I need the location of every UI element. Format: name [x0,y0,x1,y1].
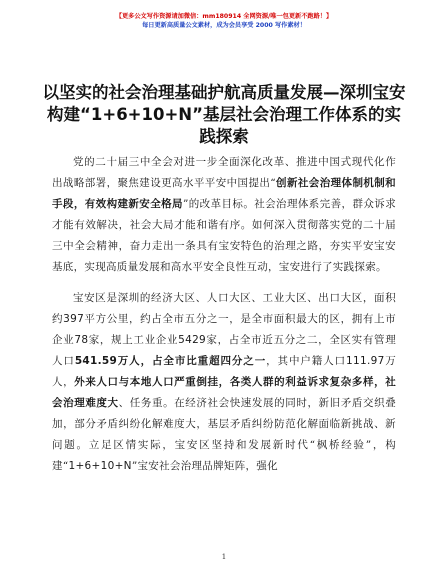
emphasis-text: 占全市比重超四分之一 [152,355,267,367]
industrial-enterprises-value: 5429 [178,334,207,346]
listed-companies-value: 78 [74,334,89,346]
area-value: 397 [63,313,85,325]
document-body [52,152,396,477]
managed-population-value: 541.59 [74,355,118,367]
document-title: 以坚实的社会治理基础护航高质量发展—深圳宝安构建“1+6+10+N”基层社会治理工作体系的实践探索 [42,83,406,146]
emphasis-text: 创新社会治理体制机制和手段，有效构建新安全格局 [52,177,396,210]
promo-line-2: 每日更新高质量公文素材，成为会员享受 2000 写作素材！ [142,22,306,29]
page-number: 1 [221,553,227,561]
paragraph-2: 宝安区是深圳的经济大区、人口大区、工业大区、出口大区，面积约397平方公里，约占全市五分之一，是全市面积最大的区，拥有上市企业78家，规上工业企业5429家，占全市近五分之二，全区实有管理人口541.59万人，占全市比重超四分之一，其中户籍人口111.97万人，外来人口与本地人口严重倒挂，各类人群的利益诉求复杂多样，社会治理难度大、任务重。在经济社会快速发展的同时，新旧矛盾交织叠加，部分矛盾纠纷化解难度大，基层矛盾纠纷防范化解面临新挑战、新问题。立足区情实际，宝安区坚持和发展新时代“枫桥经验”，构建“1+6+10+N”宝安社会治理品牌矩阵，强化 [52,292,396,472]
registered-population-value: 111.97 [346,355,385,367]
promo-banner [0,12,448,30]
paragraph-1: 党的二十届三中全会对进一步全面深化改革、推进中国式现代化作出战略部署，聚焦建设更高水平平安中国提出“创新社会治理体制机制和手段，有效构建新安全格局”的改革目标。社会治理体系完善，群众诉求才能有效解决，社会大局才能和谐有序。如何深入贯彻落实党的二十届三中全会精神，奋力走出一条具有宝安特色的治理之路，夯实平安宝安基底，实现高质量发展和高水平安全良性互动，宝安进行了实践探索。 [52,156,396,273]
system-formula: 1+6+10+N [68,460,132,472]
emphasis-text: 外来人口与本地人口严重倒挂，各类人群的利益诉求复杂多样，社会治理难度大 [52,376,396,409]
promo-line-1: 【更多公文写作资源请加微信：mm180914 全网资源/唯一包更新不跑路！】 [115,13,333,20]
